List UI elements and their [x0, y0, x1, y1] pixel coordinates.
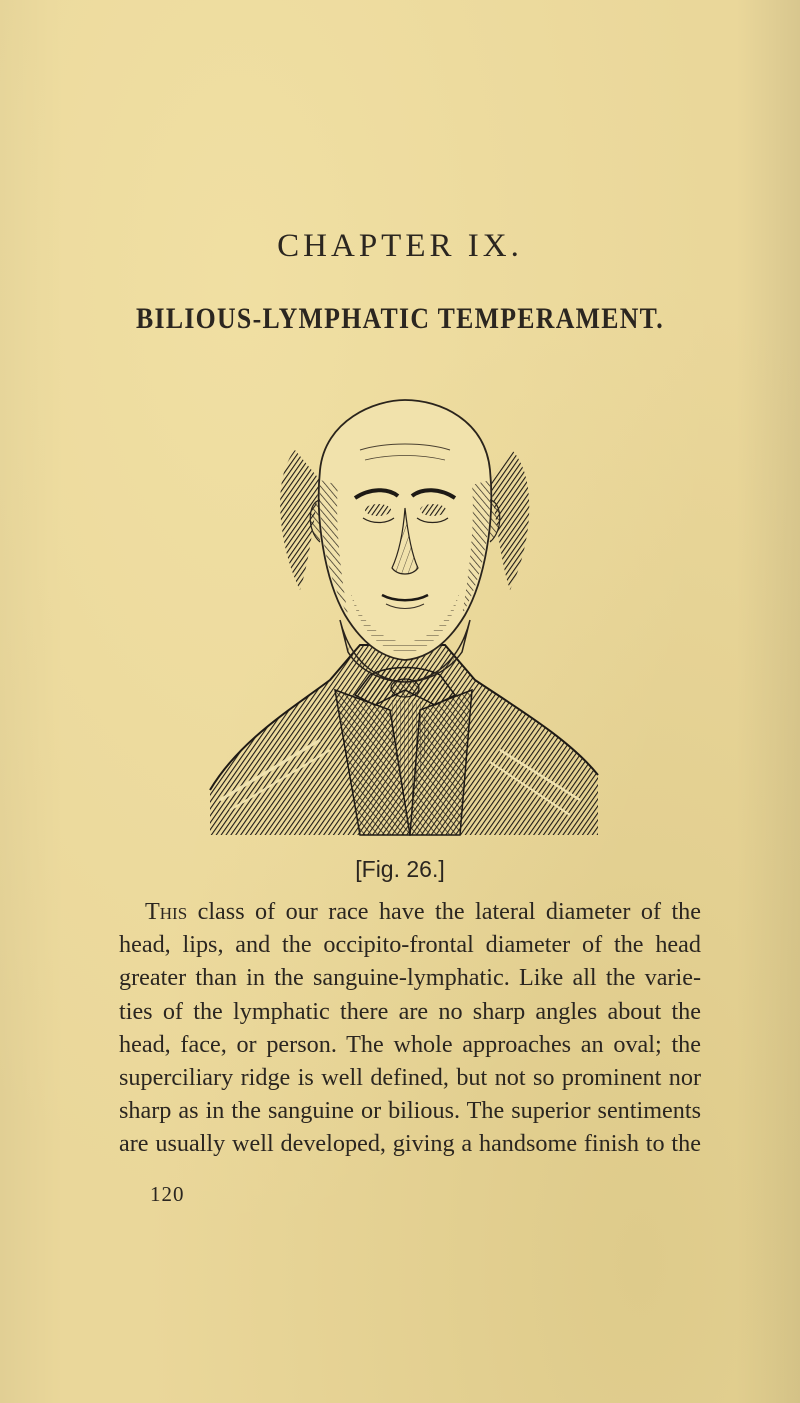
chapter-heading: CHAPTER IX. — [277, 228, 523, 264]
text-line: ties of the lymphatic there are no sharp angles about the — [119, 997, 701, 1025]
body-paragraph — [119, 895, 701, 1161]
text-line: greater than in the sanguine-lymphatic. Like all the varie- — [119, 964, 701, 992]
text-line: head, lips, and the occipito-frontal diameter of the head — [119, 931, 701, 959]
head-shape — [310, 400, 500, 660]
text-line: sharp as in the sanguine or bilious. The superior sentiments — [119, 1097, 701, 1125]
page-number: 120 — [150, 1182, 185, 1206]
text-line: are usually well developed, giving a handsome finish to the — [119, 1130, 701, 1158]
figure-caption: [Fig. 26.] — [355, 856, 445, 882]
lead-word: This — [145, 898, 188, 925]
text-line: superciliary ridge is well defined, but not so prominent nor — [119, 1064, 701, 1092]
portrait-engraving — [200, 390, 605, 850]
section-title: BILIOUS-LYMPHATIC TEMPERAMENT. — [135, 302, 665, 335]
text-line: head, face, or person. The whole approaches an oval; the — [119, 1030, 701, 1058]
text-line: This class of our race have the lateral diameter of the — [145, 898, 701, 925]
